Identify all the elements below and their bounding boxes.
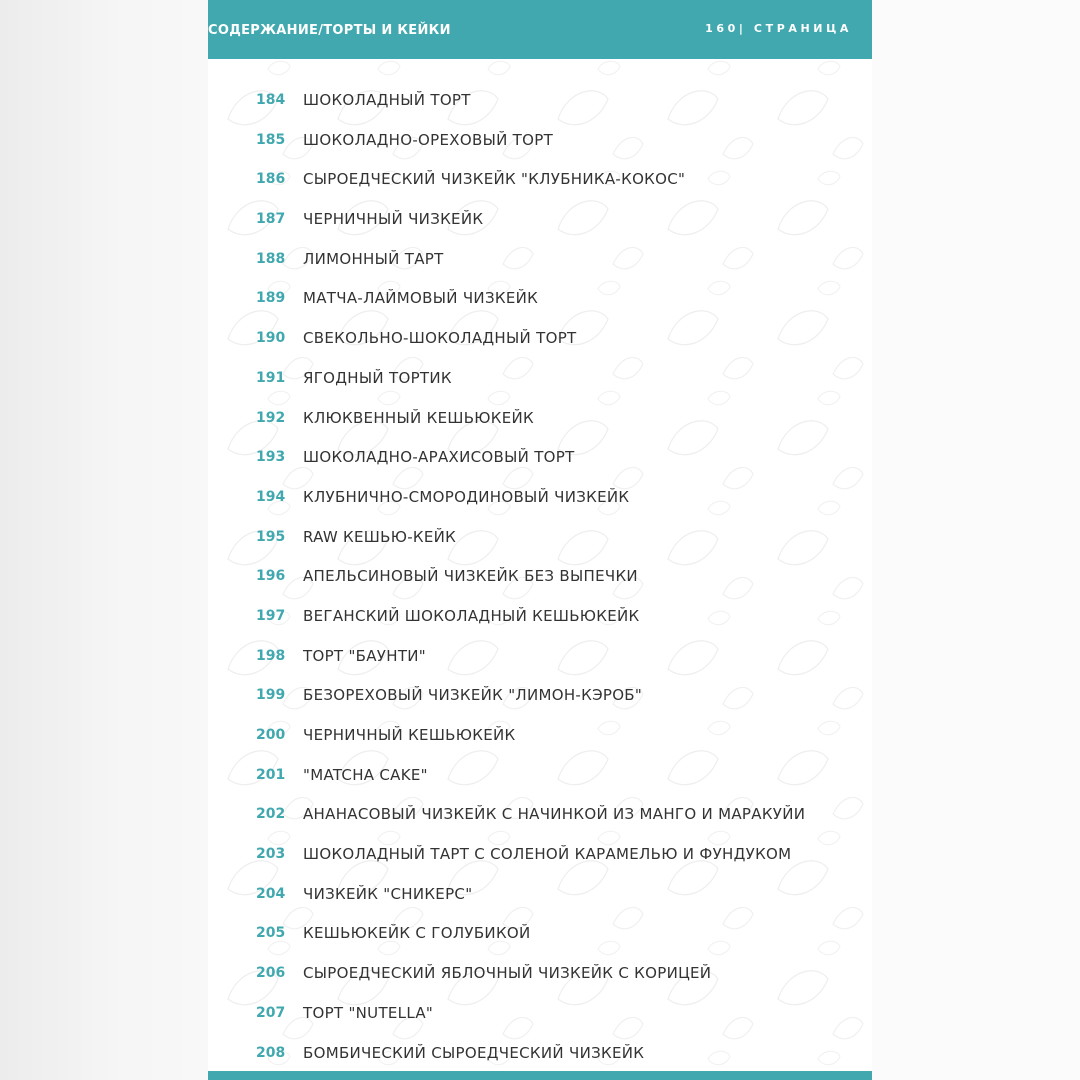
toc-entry[interactable] <box>208 517 872 557</box>
toc-entry[interactable] <box>208 477 872 517</box>
toc-entry[interactable] <box>208 159 872 199</box>
toc-entry-title: АПЕЛЬСИНОВЫЙ ЧИЗКЕЙК БЕЗ ВЫПЕЧКИ <box>303 567 638 586</box>
toc-entry-page-number: 188 <box>256 250 286 267</box>
toc-entry[interactable] <box>208 715 872 755</box>
toc-entry-page-number: 192 <box>256 409 286 426</box>
toc-entry-title: СЫРОЕДЧЕСКИЙ ЯБЛОЧНЫЙ ЧИЗКЕЙК С КОРИЦЕЙ <box>303 964 712 983</box>
toc-entry[interactable] <box>208 358 872 398</box>
page-number-label: 160| СТРАНИЦА <box>705 22 852 35</box>
toc-entry-page-number: 208 <box>256 1044 286 1061</box>
toc-entry-page-number: 198 <box>256 647 286 664</box>
toc-entry-page-number: 194 <box>256 488 286 505</box>
right-margin-background <box>872 0 1080 1080</box>
toc-entry[interactable] <box>208 993 872 1033</box>
toc-entry-title: ШОКОЛАДНО-АРАХИСОВЫЙ ТОРТ <box>303 448 575 467</box>
toc-entry-title: ЛИМОННЫЙ ТАРТ <box>303 249 444 268</box>
toc-entry[interactable] <box>208 437 872 477</box>
toc-entry[interactable] <box>208 675 872 715</box>
toc-entry[interactable] <box>208 556 872 596</box>
toc-entry-title: RAW КЕШЬЮ-КЕЙК <box>303 527 457 546</box>
toc-entry-page-number: 196 <box>256 568 286 585</box>
toc-entry-title: ЧИЗКЕЙК "СНИКЕРС" <box>303 884 473 903</box>
toc-entry-page-number: 186 <box>256 171 286 188</box>
page-header <box>208 0 872 59</box>
toc-entry[interactable] <box>208 278 872 318</box>
toc-entry-page-number: 201 <box>256 766 286 783</box>
toc-entry-page-number: 197 <box>256 607 286 624</box>
toc-entry-page-number: 195 <box>256 528 286 545</box>
footer-bar <box>208 1071 872 1080</box>
toc-entry-page-number: 205 <box>256 925 286 942</box>
toc-entry-page-number: 204 <box>256 885 286 902</box>
toc-entry-title: ШОКОЛАДНО-ОРЕХОВЫЙ ТОРТ <box>303 130 554 149</box>
toc-entry[interactable] <box>208 1033 872 1073</box>
toc-entry[interactable] <box>208 239 872 279</box>
toc-entry-page-number: 189 <box>256 290 286 307</box>
toc-entry[interactable] <box>208 834 872 874</box>
toc-entry[interactable] <box>208 636 872 676</box>
toc-entry-page-number: 207 <box>256 1004 286 1021</box>
toc-entry-title: СВЕКОЛЬНО-ШОКОЛАДНЫЙ ТОРТ <box>303 329 577 348</box>
toc-entry-page-number: 203 <box>256 846 286 863</box>
toc-entry-page-number: 193 <box>256 449 286 466</box>
toc-entry-title: БЕЗОРЕХОВЫЙ ЧИЗКЕЙК "ЛИМОН-КЭРОБ" <box>303 686 643 705</box>
toc-entry-title: БОМБИЧЕСКИЙ СЫРОЕДЧЕСКИЙ ЧИЗКЕЙК <box>303 1043 645 1062</box>
toc-entry-page-number: 191 <box>256 369 286 386</box>
toc-entry[interactable] <box>208 874 872 914</box>
toc-entry-title: КЛУБНИЧНО-СМОРОДИНОВЫЙ ЧИЗКЕЙК <box>303 487 630 506</box>
toc-entry-page-number: 185 <box>256 131 286 148</box>
toc-entry[interactable] <box>208 953 872 993</box>
toc-entry-title: СЫРОЕДЧЕСКИЙ ЧИЗКЕЙК "КЛУБНИКА-КОКОС" <box>303 170 686 189</box>
toc-entry-title: ШОКОЛАДНЫЙ ТОРТ <box>303 91 471 109</box>
toc-entry-page-number: 206 <box>256 965 286 982</box>
page-title: СОДЕРЖАНИЕ/ТОРТЫ И КЕЙКИ <box>208 23 451 38</box>
toc-entry-title: ЧЕРНИЧНЫЙ ЧИЗКЕЙК <box>303 210 484 229</box>
toc-entry[interactable] <box>208 913 872 953</box>
toc-entry-page-number: 184 <box>256 92 286 108</box>
toc-entry[interactable] <box>208 596 872 636</box>
toc-entry-title: "MATCHA CAKE" <box>303 765 428 784</box>
toc-entry-title: ШОКОЛАДНЫЙ ТАРТ С СОЛЕНОЙ КАРАМЕЛЬЮ И ФУНДУКОМ <box>303 845 792 864</box>
toc-entry-title: ТОРТ "БАУНТИ" <box>303 646 426 665</box>
toc-entry[interactable] <box>208 794 872 834</box>
toc-entry-page-number: 190 <box>256 330 286 347</box>
toc-entry[interactable] <box>208 318 872 358</box>
toc-entry[interactable] <box>208 755 872 795</box>
toc-entry-title: ЯГОДНЫЙ ТОРТИК <box>303 368 452 387</box>
toc-entry-page-number: 200 <box>256 727 286 743</box>
toc-entry[interactable] <box>208 120 872 160</box>
toc-entry-title: КЕШЬЮКЕЙК С ГОЛУБИКОЙ <box>303 924 531 943</box>
toc-entry-title: КЛЮКВЕННЫЙ КЕШЬЮКЕЙК <box>303 408 534 427</box>
document-page <box>208 0 872 1080</box>
toc-entry[interactable] <box>208 199 872 239</box>
toc-entry[interactable] <box>208 80 872 120</box>
toc-entry-title: МАТЧА-ЛАЙМОВЫЙ ЧИЗКЕЙК <box>303 289 539 308</box>
toc-entry-page-number: 202 <box>256 806 286 823</box>
toc-entry-page-number: 187 <box>256 211 286 228</box>
table-of-contents <box>208 80 872 1072</box>
toc-entry[interactable] <box>208 398 872 438</box>
toc-entry-page-number: 199 <box>256 687 286 704</box>
toc-entry-title: ВЕГАНСКИЙ ШОКОЛАДНЫЙ КЕШЬЮКЕЙК <box>303 606 640 625</box>
toc-entry-title: ЧЕРНИЧНЫЙ КЕШЬЮКЕЙК <box>303 726 516 744</box>
toc-entry-title: АНАНАСОВЫЙ ЧИЗКЕЙК С НАЧИНКОЙ ИЗ МАНГО И МАРАКУЙИ <box>303 805 806 824</box>
left-margin-background <box>0 0 208 1080</box>
toc-entry-title: ТОРТ "NUTELLA" <box>303 1003 434 1022</box>
